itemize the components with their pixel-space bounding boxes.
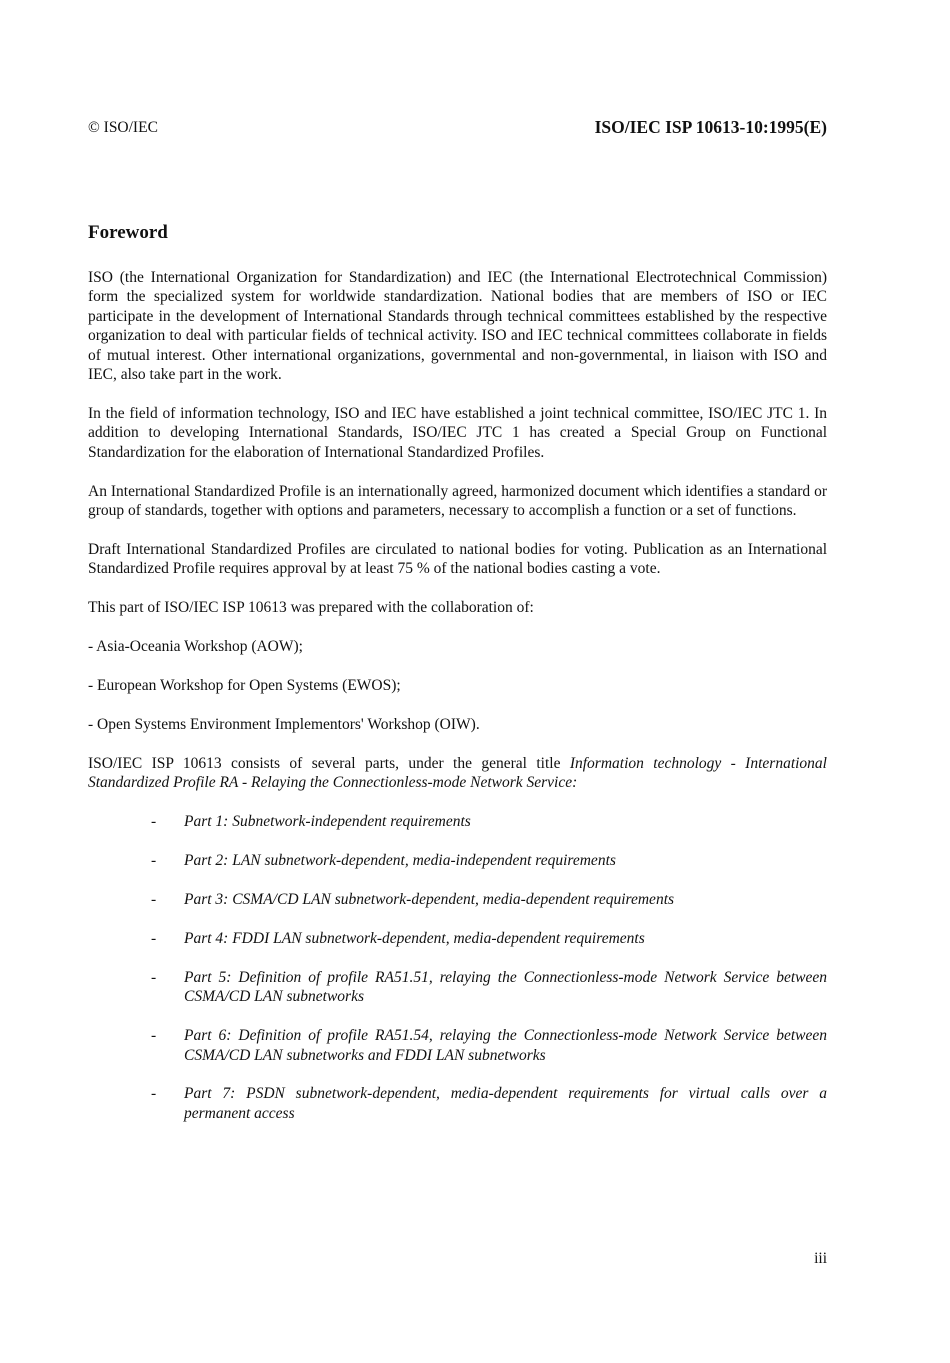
dash-marker: - [151,1027,157,1045]
copyright-header: © ISO/IEC [88,119,158,136]
list-item: - Open Systems Environment Implementors' Workshop (OIW). [88,716,480,733]
paragraph-isp-definition: An International Standardized Profile is an internationally agreed, harmonized document which identifies a standard or group of standards, together with options and parameters, necessary to accomplish a function or a set of functions. [88,482,827,520]
part-text: Part 5: Definition of profile RA51.51, relaying the Connectionless-mode Network Service between CSMA/CD LAN subnetworks [184,968,827,1006]
list-item: - Asia-Oceania Workshop (AOW); [88,638,303,656]
dash-marker: - [151,852,157,870]
foreword-body [88,268,827,1123]
list-item [88,1084,827,1123]
parts-intro-text: ISO/IEC ISP 10613 consists of several parts, under the general title [88,754,570,772]
paragraph-collaboration: This part of ISO/IEC ISP 10613 was prepared with the collaboration of: [88,599,534,617]
list-item [88,851,827,870]
part-text: Part 4: FDDI LAN subnetwork-dependent, media-dependent requirements [184,929,645,947]
list-item [88,1026,827,1065]
paragraph-iso-iec: ISO (the International Organization for Standardization) and IEC (the International Electrotechnical Commission) form the specialized system for worldwide standardization. National bodies that are members of ISO or IEC participate in the development of International Standards through technical committees established by the respective organization to deal with particular fields of technical activity. ISO and IEC technical committees collaborate in fields of mutual interest. Other international organizations, governmental and non-governmental, in liaison with ISO and IEC, also take part in the work. [88,269,827,384]
paragraph-jtc1: In the field of information technology, ISO and IEC have established a joint technical committee, ISO/IEC JTC 1. In addition to developing International Standards, ISO/IEC JTC 1 has created a Special Group on Functional Standardization for the elaboration of International Standardized Profiles. [88,404,827,461]
paragraph-voting: Draft International Standardized Profiles are circulated to national bodies for voting. Publication as an International Standardized Profile requires approval by at least 75 % of the national bodies casting a vote. [88,540,827,578]
page-title: Foreword [88,222,168,243]
dash-marker: - [151,968,157,986]
collaborator-list [88,637,827,734]
general-title: Information technology - International Standardized Profile RA - Relaying the Connectionless-mode Network Service: [88,754,827,792]
page-number: iii [814,1250,827,1267]
list-item: - European Workshop for Open Systems (EWOS); [88,677,401,695]
dash-marker: - [151,813,157,831]
list-item [88,968,827,1007]
part-text: Part 3: CSMA/CD LAN subnetwork-dependent, media-dependent requirements [184,891,675,909]
paragraph-parts-intro [88,754,827,793]
dash-marker: - [151,929,157,947]
list-item [88,890,827,909]
part-text: Part 2: LAN subnetwork-dependent, media-independent requirements [184,852,616,870]
dash-marker: - [151,1085,157,1103]
part-text: Part 7: PSDN subnetwork-dependent, media-dependent requirements for virtual calls over a permanent access [184,1085,827,1122]
document-id-header: ISO/IEC ISP 10613-10:1995(E) [594,117,827,137]
list-item [88,812,827,831]
list-item [88,929,827,948]
dash-marker: - [151,891,157,909]
parts-list [88,812,827,1123]
part-text: Part 6: Definition of profile RA51.54, relaying the Connectionless-mode Network Service between CSMA/CD LAN subnetworks and FDDI LAN subnetworks [184,1027,827,1064]
part-text: Part 1: Subnetwork-independent requirements [184,813,471,831]
